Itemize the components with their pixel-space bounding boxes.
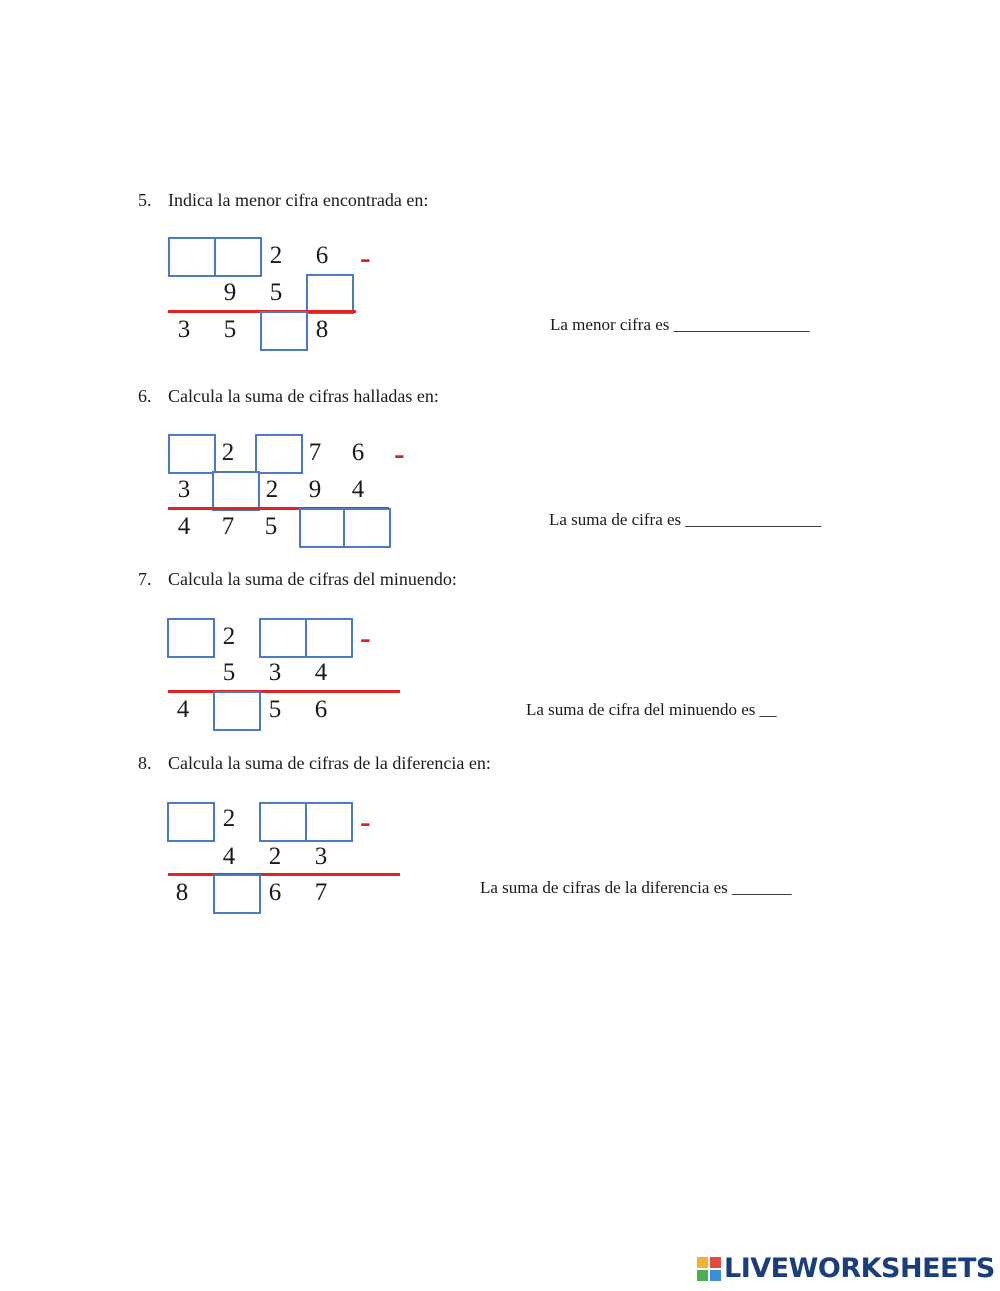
- digit: 4: [222, 843, 236, 870]
- answer-label: La suma de cifras de la diferencia es: [480, 878, 728, 897]
- digit-input-box[interactable]: [305, 618, 353, 658]
- digit: 2: [269, 242, 283, 269]
- digit: 5: [264, 513, 278, 540]
- question-number: 8.: [138, 753, 152, 773]
- digit-input-box[interactable]: [305, 802, 353, 842]
- digit: 6: [351, 439, 365, 466]
- digit: 6: [268, 879, 282, 906]
- digit-input-box[interactable]: [343, 508, 391, 548]
- answer-label: La menor cifra es: [550, 315, 670, 334]
- digit: 5: [268, 696, 282, 723]
- digit: 7: [308, 439, 322, 466]
- answer-5: [550, 315, 810, 335]
- digit: 5: [223, 316, 237, 343]
- digit-input-box[interactable]: [306, 274, 354, 314]
- digit: 4: [351, 476, 365, 503]
- brand-wordmark: LIVEWORKSHEETS: [724, 1253, 995, 1284]
- digit: 2: [222, 623, 236, 650]
- digit-input-box[interactable]: [259, 618, 307, 658]
- question-text: Calcula la suma de cifras halladas en:: [168, 386, 439, 406]
- question-text: Indica la menor cifra encontrada en:: [168, 190, 429, 210]
- digit: 2: [221, 439, 235, 466]
- question-7: [138, 569, 457, 590]
- question-8: [138, 753, 491, 774]
- answer-blank[interactable]: __: [759, 700, 777, 719]
- digit: 4: [177, 513, 191, 540]
- digit: 8: [315, 316, 329, 343]
- digit-input-box[interactable]: [299, 508, 347, 548]
- question-text: Calcula la suma de cifras de la diferencia en:: [168, 753, 491, 773]
- digit: 7: [221, 513, 235, 540]
- digit-input-box[interactable]: [259, 802, 307, 842]
- minus-sign: -: [360, 803, 371, 839]
- digit: 2: [268, 843, 282, 870]
- answer-6: [549, 510, 821, 530]
- digit: 5: [269, 279, 283, 306]
- digit: 5: [222, 659, 236, 686]
- digit: 3: [177, 476, 191, 503]
- digit: 3: [177, 316, 191, 343]
- minus-sign: -: [360, 239, 371, 275]
- digit: 2: [265, 476, 279, 503]
- question-number: 5.: [138, 190, 152, 210]
- answer-blank[interactable]: _______: [732, 878, 792, 897]
- question-6: [138, 386, 439, 407]
- minus-sign: -: [360, 619, 371, 655]
- liveworksheets-logo-icon: [697, 1257, 721, 1281]
- digit: 3: [268, 659, 282, 686]
- question-text: Calcula la suma de cifras del minuendo:: [168, 569, 457, 589]
- digit: 6: [315, 242, 329, 269]
- answer-label: La suma de cifra es: [549, 510, 682, 529]
- answer-8: [480, 878, 792, 898]
- digit: 2: [222, 805, 236, 832]
- digit: 9: [308, 476, 322, 503]
- digit: 7: [314, 879, 328, 906]
- digit-input-box[interactable]: [168, 237, 216, 277]
- minus-sign: -: [394, 435, 405, 471]
- answer-7: [526, 700, 777, 720]
- digit: 9: [223, 279, 237, 306]
- digit: 3: [314, 843, 328, 870]
- question-5: [138, 190, 428, 211]
- digit: 4: [176, 696, 190, 723]
- digit: 4: [314, 659, 328, 686]
- answer-blank[interactable]: ________________: [673, 315, 810, 334]
- digit: 6: [314, 696, 328, 723]
- answer-blank[interactable]: ________________: [685, 510, 822, 529]
- digit: 8: [175, 879, 189, 906]
- question-number: 6.: [138, 386, 152, 406]
- answer-label: La suma de cifra del minuendo es: [526, 700, 756, 719]
- question-number: 7.: [138, 569, 152, 589]
